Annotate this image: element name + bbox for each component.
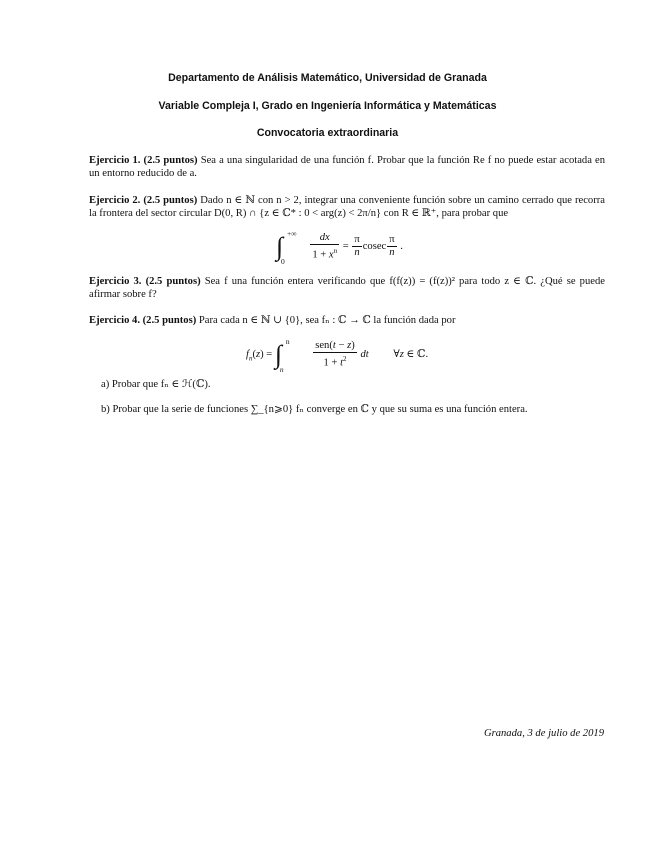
- exercise-2-label: Ejercicio 2.: [89, 195, 141, 206]
- exercise-3: [89, 275, 605, 302]
- exercise-4-item-b: b) Probar que la serie de funciones ∑_{n⩾0} fₙ converge en ℂ y que su suma es una función entera.: [101, 404, 528, 415]
- exercise-1-label: Ejercicio 1.: [89, 155, 141, 166]
- exercise-4: [89, 314, 605, 327]
- exercise-2-formula: ∫ +∞ 0 $\frac{dx}{1 + x^n}$ = $\frac{\pi}{n}$ cosec $\frac{\pi}{n}$ .: [276, 228, 403, 266]
- exercise-2-text: Dado n ∈ ℕ con n > 2, integrar una conveniente función sobre un camino cerrado que recorra la frontera del sector circular D(0, R) ∩ {z ∈ ℂ* : 0 < arg(z) < 2π/n} con R ∈ ℝ⁺, para probar que: [89, 195, 605, 220]
- exercise-4-item-a: a) Probar que fₙ ∈ ℋ(ℂ).: [101, 379, 211, 390]
- exam-date: Granada, 3 de julio de 2019: [483, 728, 604, 739]
- exercise-3-label: Ejercicio 3.: [89, 276, 142, 287]
- exercise-1: [89, 154, 605, 181]
- exercise-1-text: Sea a una singularidad de una función f. Probar que la función Re f no puede estar acotada en un entorno reducido de a.: [89, 155, 605, 180]
- exercise-4-text: Para cada n ∈ ℕ ∪ {0}, sea fₙ : ℂ → ℂ la función dada por: [198, 315, 456, 326]
- exercise-4-label: Ejercicio 4.: [89, 315, 140, 326]
- integral-sign: ∫ n n: [274, 336, 290, 374]
- exam-heading: Convocatoria extraordinaria: [256, 127, 399, 139]
- department-heading: Departamento de Análisis Matemático, Universidad de Granada: [168, 72, 487, 84]
- exercise-1-points: (2.5 puntos): [143, 155, 198, 166]
- exercise-2-points: (2.5 puntos): [143, 195, 198, 206]
- exercise-2: [89, 194, 605, 221]
- exercise-3-text: Sea f una función entera verificando que f(f(z)) = (f(z))² para todo z ∈ ℂ. ¿Qué se puede afirmar sobre f?: [89, 276, 605, 301]
- exercise-4-points: (2.5 puntos): [142, 315, 197, 326]
- exercise-4-formula: $f_n(z)$ = ∫ n n $\frac{\text{sen(t − z)}}{1 + t^2}$ dt ∀z ∈ ℂ.: [246, 336, 429, 374]
- integral-sign: ∫ +∞ 0: [276, 228, 297, 266]
- exercise-3-points: (2.5 puntos): [145, 276, 201, 287]
- course-heading: Variable Compleja I, Grado en Ingeniería Informática y Matemáticas: [158, 100, 497, 112]
